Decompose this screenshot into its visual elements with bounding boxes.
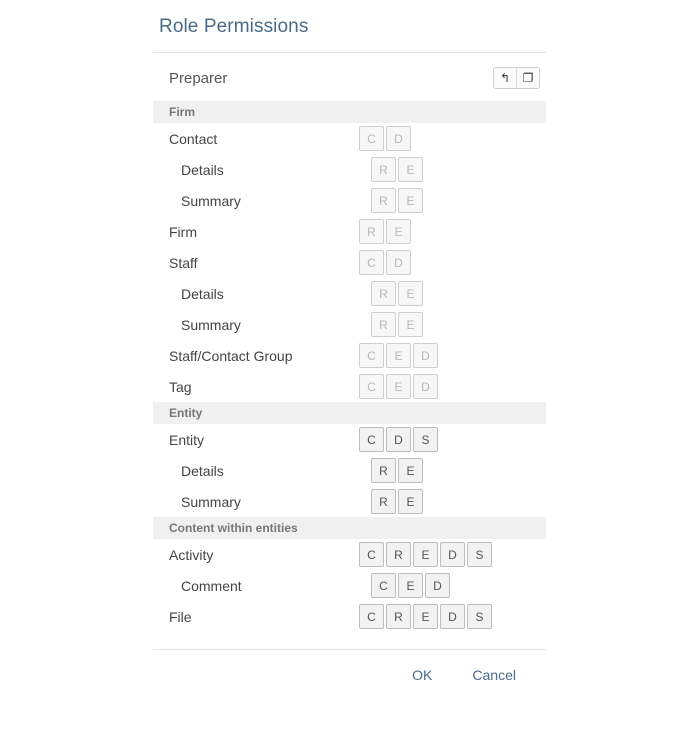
permission-toggle[interactable]: E [413,542,438,567]
permission-toggle[interactable]: R [371,188,396,213]
permission-toggle[interactable]: S [467,604,492,629]
permission-label: Details [181,285,224,302]
permission-toggles [371,157,425,182]
permission-toggle[interactable]: E [398,312,423,337]
permission-toggle[interactable]: E [386,343,411,368]
permission-toggle[interactable]: E [398,489,423,514]
permission-toggle[interactable]: D [440,604,465,629]
role-name: Preparer [169,69,228,87]
permission-toggle[interactable]: E [398,281,423,306]
permission-toggles [359,250,413,275]
permission-toggles [359,126,413,151]
permission-toggle[interactable]: R [371,281,396,306]
permission-toggle[interactable]: R [371,157,396,182]
permission-toggle[interactable]: R [386,542,411,567]
permission-toggle[interactable]: R [371,489,396,514]
permission-toggles [359,427,440,452]
permission-toggle[interactable]: C [371,573,396,598]
section-rows [153,539,546,632]
permission-toggle[interactable]: C [359,374,384,399]
permission-toggle[interactable]: E [398,573,423,598]
permission-row [153,371,546,402]
undo-icon[interactable]: ↰ [494,68,516,88]
permission-toggles [359,374,440,399]
permission-toggles [371,281,425,306]
permission-row [153,185,546,216]
page-title: Role Permissions [153,0,546,53]
dialog-footer [153,649,546,694]
permission-toggles [359,604,494,629]
permission-label: Entity [169,431,205,448]
permission-toggle[interactable]: C [359,343,384,368]
role-header [153,53,546,101]
permission-row [153,424,546,455]
permission-label: Firm [169,223,197,240]
permission-toggle[interactable]: R [386,604,411,629]
permission-row [153,455,546,486]
section-rows [153,424,546,517]
permission-toggle[interactable]: E [386,219,411,244]
permission-toggle[interactable]: D [413,374,438,399]
permission-label: Details [181,161,224,178]
permission-toggles [371,573,452,598]
role-action-toolbar [493,67,540,89]
permission-toggles [359,542,494,567]
permission-toggle[interactable]: C [359,427,384,452]
permission-toggle[interactable]: S [413,427,438,452]
cancel-button[interactable]: Cancel [466,666,522,684]
permission-toggle[interactable]: E [398,188,423,213]
permission-toggles [359,343,440,368]
permission-label: Contact [169,130,218,147]
permission-toggles [371,489,425,514]
role-permissions-dialog [153,0,546,694]
permission-toggle[interactable]: R [359,219,384,244]
permission-label: Summary [181,192,241,209]
permission-toggles [371,312,425,337]
permission-toggles [371,188,425,213]
permission-toggles [371,458,425,483]
permission-toggle[interactable]: C [359,542,384,567]
permission-toggle[interactable]: D [413,343,438,368]
permission-row [153,539,546,570]
section-header: Content within entities [153,517,546,539]
copy-icon[interactable]: ❐ [516,68,539,88]
permission-toggle[interactable]: E [386,374,411,399]
permission-label: Comment [181,577,242,594]
permission-label: Summary [181,316,241,333]
permission-toggle[interactable]: D [440,542,465,567]
permission-toggle[interactable]: C [359,604,384,629]
permission-toggle[interactable]: C [359,126,384,151]
ok-button[interactable]: OK [406,666,438,684]
permission-label: Activity [169,546,214,563]
permission-row [153,216,546,247]
permission-label: Details [181,462,224,479]
permission-toggle[interactable]: E [413,604,438,629]
permission-row [153,309,546,340]
permission-row [153,570,546,601]
permission-row [153,154,546,185]
section-rows [153,123,546,402]
permission-label: Staff/Contact Group [169,347,293,364]
permission-row [153,247,546,278]
section-header: Firm [153,101,546,123]
permission-sections [153,101,546,632]
permission-toggle[interactable]: D [386,427,411,452]
permission-label: Tag [169,378,192,395]
permission-toggle[interactable]: S [467,542,492,567]
permission-label: Summary [181,493,241,510]
permission-toggle[interactable]: E [398,458,423,483]
permission-label: File [169,608,192,625]
section-header: Entity [153,402,546,424]
permission-toggles [359,219,413,244]
permission-toggle[interactable]: E [398,157,423,182]
permission-toggle[interactable]: D [386,126,411,151]
permission-toggle[interactable]: C [359,250,384,275]
permission-label: Staff [169,254,198,271]
permission-toggle[interactable]: R [371,458,396,483]
permission-row [153,123,546,154]
permission-row [153,601,546,632]
permission-toggle[interactable]: D [386,250,411,275]
permission-toggle[interactable]: D [425,573,450,598]
permission-toggle[interactable]: R [371,312,396,337]
permission-row [153,340,546,371]
permission-row [153,486,546,517]
permission-row [153,278,546,309]
